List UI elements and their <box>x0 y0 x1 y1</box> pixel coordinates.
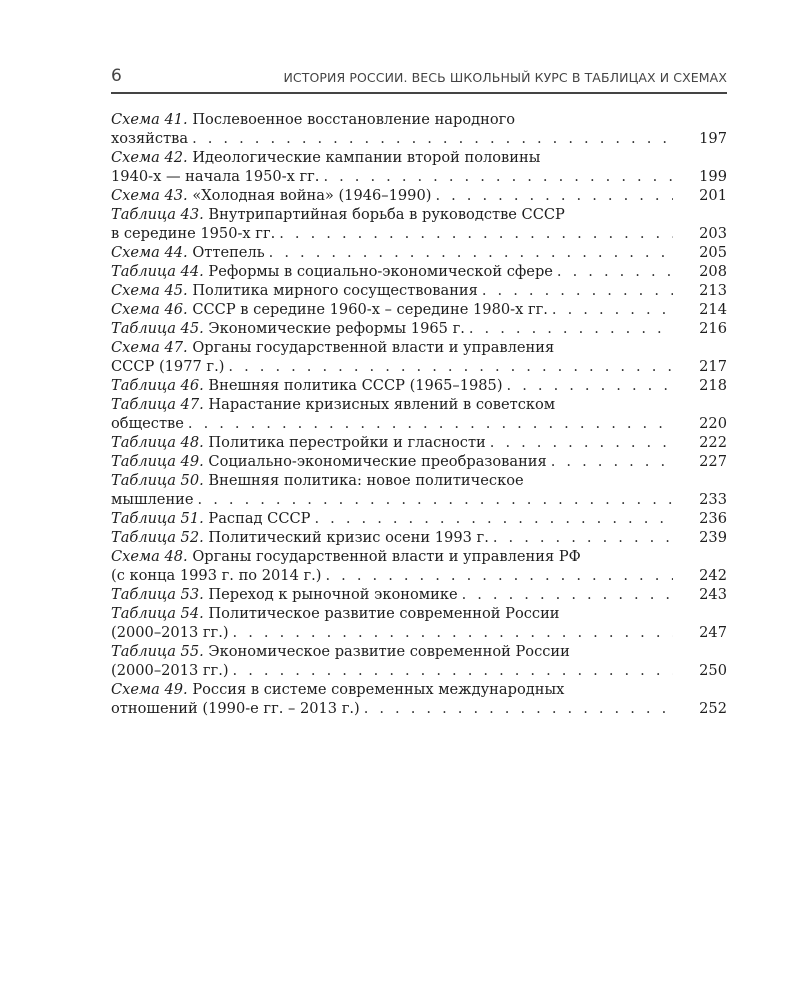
toc-line <box>111 566 727 585</box>
toc-line <box>111 376 727 395</box>
page-number: 6 <box>111 66 122 86</box>
dot-leader <box>228 357 673 376</box>
toc-entry-title: Политика перестройки и гласности <box>208 434 486 451</box>
toc-entry-text <box>111 604 560 623</box>
toc-entry-title-continued: (2000–2013 гг.) <box>111 624 229 641</box>
dot-leader <box>279 224 673 243</box>
toc-entry-kind: Таблица 49. <box>111 453 204 470</box>
toc-line <box>111 205 727 224</box>
dot-leader <box>507 376 673 395</box>
toc-entry-kind: Схема 44. <box>111 244 188 261</box>
dot-leader <box>314 509 673 528</box>
toc-entry-text <box>111 471 524 490</box>
toc-entry-kind: Схема 47. <box>111 339 188 356</box>
toc-page-number: 199 <box>699 168 727 185</box>
toc-page-number: 201 <box>699 187 727 204</box>
toc-page-number: 218 <box>699 377 727 394</box>
toc-entry-text <box>111 186 431 205</box>
toc-entry <box>111 585 727 604</box>
toc-entry-kind: Таблица 53. <box>111 586 204 603</box>
toc-entry-title: Идеологические кампании второй половины <box>192 149 541 166</box>
toc-entry-title-continued: мышление <box>111 491 194 508</box>
toc-entry-title: Внешняя политика: новое политическое <box>208 472 524 489</box>
toc-line <box>111 452 727 471</box>
dot-leader <box>198 490 673 509</box>
toc-entry <box>111 281 727 300</box>
toc-entry <box>111 338 727 376</box>
toc-entry <box>111 110 727 148</box>
toc-entry-title: Политический кризис осени 1993 г. <box>208 529 489 546</box>
toc-entry-text <box>111 376 503 395</box>
toc-entry-title-continued: обществе <box>111 415 184 432</box>
toc-page-number: 205 <box>699 244 727 261</box>
toc-line <box>111 281 727 300</box>
dot-leader <box>482 281 673 300</box>
toc-entry-text <box>111 395 555 414</box>
toc-entry-title: Распад СССР <box>208 510 311 527</box>
dot-leader <box>557 262 673 281</box>
toc-entry-text <box>111 414 184 433</box>
toc-entry-title: Экономические реформы 1965 г. <box>208 320 465 337</box>
toc-entry-kind: Таблица 44. <box>111 263 204 280</box>
toc-entry-kind: Схема 49. <box>111 681 188 698</box>
toc-entry-kind: Таблица 52. <box>111 529 204 546</box>
toc-line <box>111 509 727 528</box>
toc-line <box>111 661 727 680</box>
toc-line <box>111 167 727 186</box>
toc-entry-title: Оттепель <box>192 244 265 261</box>
toc-line <box>111 338 727 357</box>
dot-leader <box>493 528 673 547</box>
toc-entry-title: Переход к рыночной экономике <box>208 586 458 603</box>
toc-line <box>111 623 727 642</box>
toc-entry-text <box>111 110 515 129</box>
toc-line <box>111 129 727 148</box>
toc-line <box>111 148 727 167</box>
toc-entry-kind: Схема 43. <box>111 187 188 204</box>
toc-entry-title: Органы государственной власти и управления <box>192 339 555 356</box>
toc-page-number: 214 <box>699 301 727 318</box>
toc-entry-title-continued: СССР (1977 г.) <box>111 358 225 375</box>
page-header <box>111 66 727 94</box>
toc-line <box>111 642 727 661</box>
toc-entry <box>111 148 727 186</box>
toc-line <box>111 699 727 718</box>
toc-line <box>111 262 727 281</box>
toc-entry <box>111 186 727 205</box>
toc-entry-text <box>111 528 489 547</box>
toc-line <box>111 490 727 509</box>
toc-entry <box>111 547 727 585</box>
toc-entry-title: Реформы в социально-экономической сфере <box>208 263 553 280</box>
dot-leader <box>435 186 673 205</box>
dot-leader <box>323 167 673 186</box>
dot-leader <box>462 585 673 604</box>
dot-leader <box>269 243 673 262</box>
toc-entry-text <box>111 661 229 680</box>
toc-entry-title: Послевоенное восстановление народного <box>192 111 516 128</box>
toc-entry-text <box>111 281 478 300</box>
toc-page-number: 227 <box>699 453 727 470</box>
toc-entry <box>111 509 727 528</box>
toc-page-number: 242 <box>699 567 727 584</box>
toc-page-number: 216 <box>699 320 727 337</box>
toc-line <box>111 357 727 376</box>
toc-entry-title: Политика мирного сосуществования <box>192 282 478 299</box>
toc-entry-title: Нарастание кризисных явлений в советском <box>208 396 556 413</box>
dot-leader <box>552 300 673 319</box>
toc-line <box>111 110 727 129</box>
toc-line <box>111 414 727 433</box>
toc-entry <box>111 262 727 281</box>
toc-entry-text <box>111 319 465 338</box>
toc-page-number: 233 <box>699 491 727 508</box>
toc-entry <box>111 376 727 395</box>
toc-entry-title-continued: хозяйства <box>111 130 189 147</box>
toc-page-number: 243 <box>699 586 727 603</box>
table-of-contents <box>111 110 727 718</box>
toc-page-number: 247 <box>699 624 727 641</box>
toc-line <box>111 680 727 699</box>
toc-entry-kind: Схема 46. <box>111 301 188 318</box>
toc-entry-text <box>111 433 486 452</box>
toc-entry-title: Россия в системе современных международных <box>192 681 565 698</box>
toc-entry-kind: Таблица 51. <box>111 510 204 527</box>
toc-entry-text <box>111 566 321 585</box>
toc-entry <box>111 528 727 547</box>
dot-leader <box>233 661 673 680</box>
toc-entry <box>111 642 727 680</box>
toc-entry-text <box>111 148 540 167</box>
toc-entry-text <box>111 243 265 262</box>
toc-entry-kind: Таблица 43. <box>111 206 204 223</box>
toc-entry-kind: Таблица 45. <box>111 320 204 337</box>
toc-page-number: 250 <box>699 662 727 679</box>
toc-page-number: 217 <box>699 358 727 375</box>
toc-line <box>111 300 727 319</box>
dot-leader <box>490 433 673 452</box>
toc-entry-text <box>111 167 319 186</box>
toc-line <box>111 585 727 604</box>
toc-entry <box>111 471 727 509</box>
toc-page-number: 239 <box>699 529 727 546</box>
toc-entry-text <box>111 642 570 661</box>
toc-entry-kind: Схема 41. <box>111 111 188 128</box>
toc-line <box>111 243 727 262</box>
toc-entry-text <box>111 224 275 243</box>
toc-entry-title-continued: 1940-х — начала 1950-х гг. <box>111 168 320 185</box>
dot-leader <box>551 452 673 471</box>
dot-leader <box>325 566 673 585</box>
toc-entry-kind: Таблица 54. <box>111 605 204 622</box>
toc-entry-title-continued: (2000–2013 гг.) <box>111 662 229 679</box>
toc-entry <box>111 433 727 452</box>
toc-entry-kind: Таблица 47. <box>111 396 204 413</box>
toc-entry-kind: Схема 42. <box>111 149 188 166</box>
toc-page-number: 222 <box>699 434 727 451</box>
toc-entry-text <box>111 300 548 319</box>
toc-line <box>111 395 727 414</box>
toc-entry <box>111 604 727 642</box>
toc-entry-title-continued: в середине 1950-х гг. <box>111 225 276 242</box>
toc-line <box>111 186 727 205</box>
toc-page-number: 236 <box>699 510 727 527</box>
toc-entry-text <box>111 262 553 281</box>
dot-leader <box>233 623 673 642</box>
toc-entry <box>111 205 727 243</box>
toc-entry-title: «Холодная война» (1946–1990) <box>192 187 432 204</box>
running-title: ИСТОРИЯ РОССИИ. ВЕСЬ ШКОЛЬНЫЙ КУРС В ТАБЛИЦАХ И СХЕМАХ <box>283 70 727 85</box>
toc-entry-title: Внешняя политика СССР (1965–1985) <box>208 377 503 394</box>
toc-entry-text <box>111 452 547 471</box>
toc-entry-kind: Таблица 55. <box>111 643 204 660</box>
toc-entry <box>111 243 727 262</box>
toc-entry-kind: Таблица 48. <box>111 434 204 451</box>
toc-entry-title-continued: (с конца 1993 г. по 2014 г.) <box>111 567 322 584</box>
toc-entry-text <box>111 357 224 376</box>
toc-entry-title: Социально-экономические преобразования <box>208 453 547 470</box>
toc-page-number: 220 <box>699 415 727 432</box>
toc-entry-title: Экономическое развитие современной России <box>208 643 570 660</box>
toc-page-number: 213 <box>699 282 727 299</box>
toc-entry <box>111 680 727 718</box>
toc-line <box>111 547 727 566</box>
toc-entry-text <box>111 585 458 604</box>
toc-entry-text <box>111 129 188 148</box>
toc-entry-kind: Таблица 46. <box>111 377 204 394</box>
toc-line <box>111 319 727 338</box>
toc-entry <box>111 395 727 433</box>
toc-entry-kind: Схема 45. <box>111 282 188 299</box>
toc-entry-kind: Схема 48. <box>111 548 188 565</box>
toc-entry <box>111 452 727 471</box>
toc-page-number: 203 <box>699 225 727 242</box>
toc-entry-title: Политическое развитие современной России <box>208 605 560 622</box>
toc-entry-title: Органы государственной власти и управления РФ <box>192 548 581 565</box>
toc-entry-title: СССР в середине 1960-х – середине 1980-х гг. <box>192 301 548 318</box>
toc-entry-title: Внутрипартийная борьба в руководстве СССР <box>208 206 565 223</box>
toc-entry-text <box>111 699 360 718</box>
toc-entry-text <box>111 623 229 642</box>
toc-page-number: 252 <box>699 700 727 717</box>
toc-entry-text <box>111 338 554 357</box>
dot-leader <box>192 129 673 148</box>
toc-line <box>111 528 727 547</box>
toc-entry-text <box>111 680 564 699</box>
toc-entry-text <box>111 547 581 566</box>
toc-entry-text <box>111 509 310 528</box>
toc-page-number: 197 <box>699 130 727 147</box>
toc-entry <box>111 300 727 319</box>
toc-entry <box>111 319 727 338</box>
toc-line <box>111 224 727 243</box>
toc-entry-text <box>111 490 194 509</box>
toc-line <box>111 604 727 623</box>
toc-entry-text <box>111 205 565 224</box>
toc-line <box>111 471 727 490</box>
toc-entry-kind: Таблица 50. <box>111 472 204 489</box>
toc-line <box>111 433 727 452</box>
dot-leader <box>188 414 673 433</box>
toc-page-number: 208 <box>699 263 727 280</box>
toc-entry-title-continued: отношений (1990-е гг. – 2013 г.) <box>111 700 360 717</box>
dot-leader <box>469 319 673 338</box>
dot-leader <box>364 699 673 718</box>
